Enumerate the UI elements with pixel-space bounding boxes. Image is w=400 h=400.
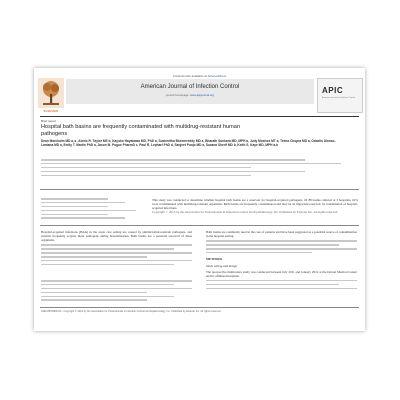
cover-subtitle: American Journal of Infection Control (322, 97, 355, 99)
elsevier-tree-logo-icon (38, 78, 64, 108)
footnotes (41, 280, 192, 303)
contents-text: Contents lists available at (172, 74, 207, 78)
journal-banner (66, 79, 314, 104)
homepage-label: journal homepage: (165, 93, 190, 97)
intro-paragraph-right: Bath basins are commonly used in the care of patients and have been suggested as a potential source of contamination in the hospital setting. (206, 230, 357, 239)
homepage-link[interactable]: www.ajicjournal.org (189, 93, 215, 97)
abstract (152, 198, 358, 214)
article-title: Hospital bath basins are frequently contaminated with multidrug-resistant human pathogens (41, 124, 240, 137)
journal-cover-thumbnail (317, 78, 363, 113)
sciencedirect-link[interactable]: ScienceDirect (207, 74, 227, 78)
affiliations-block (41, 159, 341, 178)
cover-badge: APIC (322, 86, 344, 95)
section-rule-top (40, 189, 359, 190)
body-column-right (206, 230, 357, 292)
abstract-text: This study was conducted to determine whether hospital bath basins are a reservoir for hospital-acquired pathogens. Of 88 basins cultured at 3 hospitals, 62% were contaminated with multidrug-resistant organisms. Bath basins are frequently contaminated and may be an important reservoir for transmission of hospital-acquired infections. (152, 198, 358, 211)
article-type: Brief report (41, 119, 56, 123)
article-info-block (41, 198, 136, 221)
section-rule-bottom (40, 225, 359, 226)
journal-homepage (66, 93, 314, 97)
intro-paragraph: Hospital-acquired infections (HAIs) in the acute care setting are caused by antimicrobial-resistant pathogens, and patients frequently acquire these pathogens during hospitalization. Bath basins are a potential reservoir of these organisms. (41, 230, 192, 243)
methods-paragraph: The prospective multicenter study was conducted between July 2011 and January 2012 at the Detroit Medical Center and its affiliated hospitals. (206, 269, 357, 278)
footer-rule (40, 307, 359, 308)
paper-page (34, 68, 365, 331)
page-footer: 0196-6553/$36.00 - Copyright © 2013 by the Association for Professionals in Infection Control and Epidemiology, Inc. Published by Elsevier Inc. All rights reserved. (41, 310, 222, 313)
body-column-left (41, 230, 192, 268)
methods-heading: METHODS (206, 257, 223, 262)
methods-subheading: Study setting and design (206, 263, 238, 268)
contents-line (34, 74, 365, 78)
journal-name[interactable]: American Journal of Infection Control (140, 84, 240, 90)
header-rule (40, 116, 359, 117)
publisher-name: ELSEVIER (43, 109, 59, 113)
author-list: Dean Marchaim MD a,∗, Alexis R. Taylor MS b, Kayoko Hayakawa MD, PhD a, Sushmitha Bheemreddy MD a, Bharath Sunkara MD, MPH a, Judy Moshos MT a, Teena Chopra MD a, Odaelis Alonso-Lantana MD a, Emily T. Martin PhD a, Jason M. Pogue PharmD c, Paul R. Lephart PhD d, Sanjeet Punjo MD a, Suzana Sherif MD b, Keith S. Kaye MD, MPH a,b (41, 139, 336, 148)
abstract-copyright: Copyright © 2013 by the Association for Professionals in Infection Control and Epidemiology, Inc. Published by Elsevier Inc. All rights reserved. (152, 210, 338, 215)
